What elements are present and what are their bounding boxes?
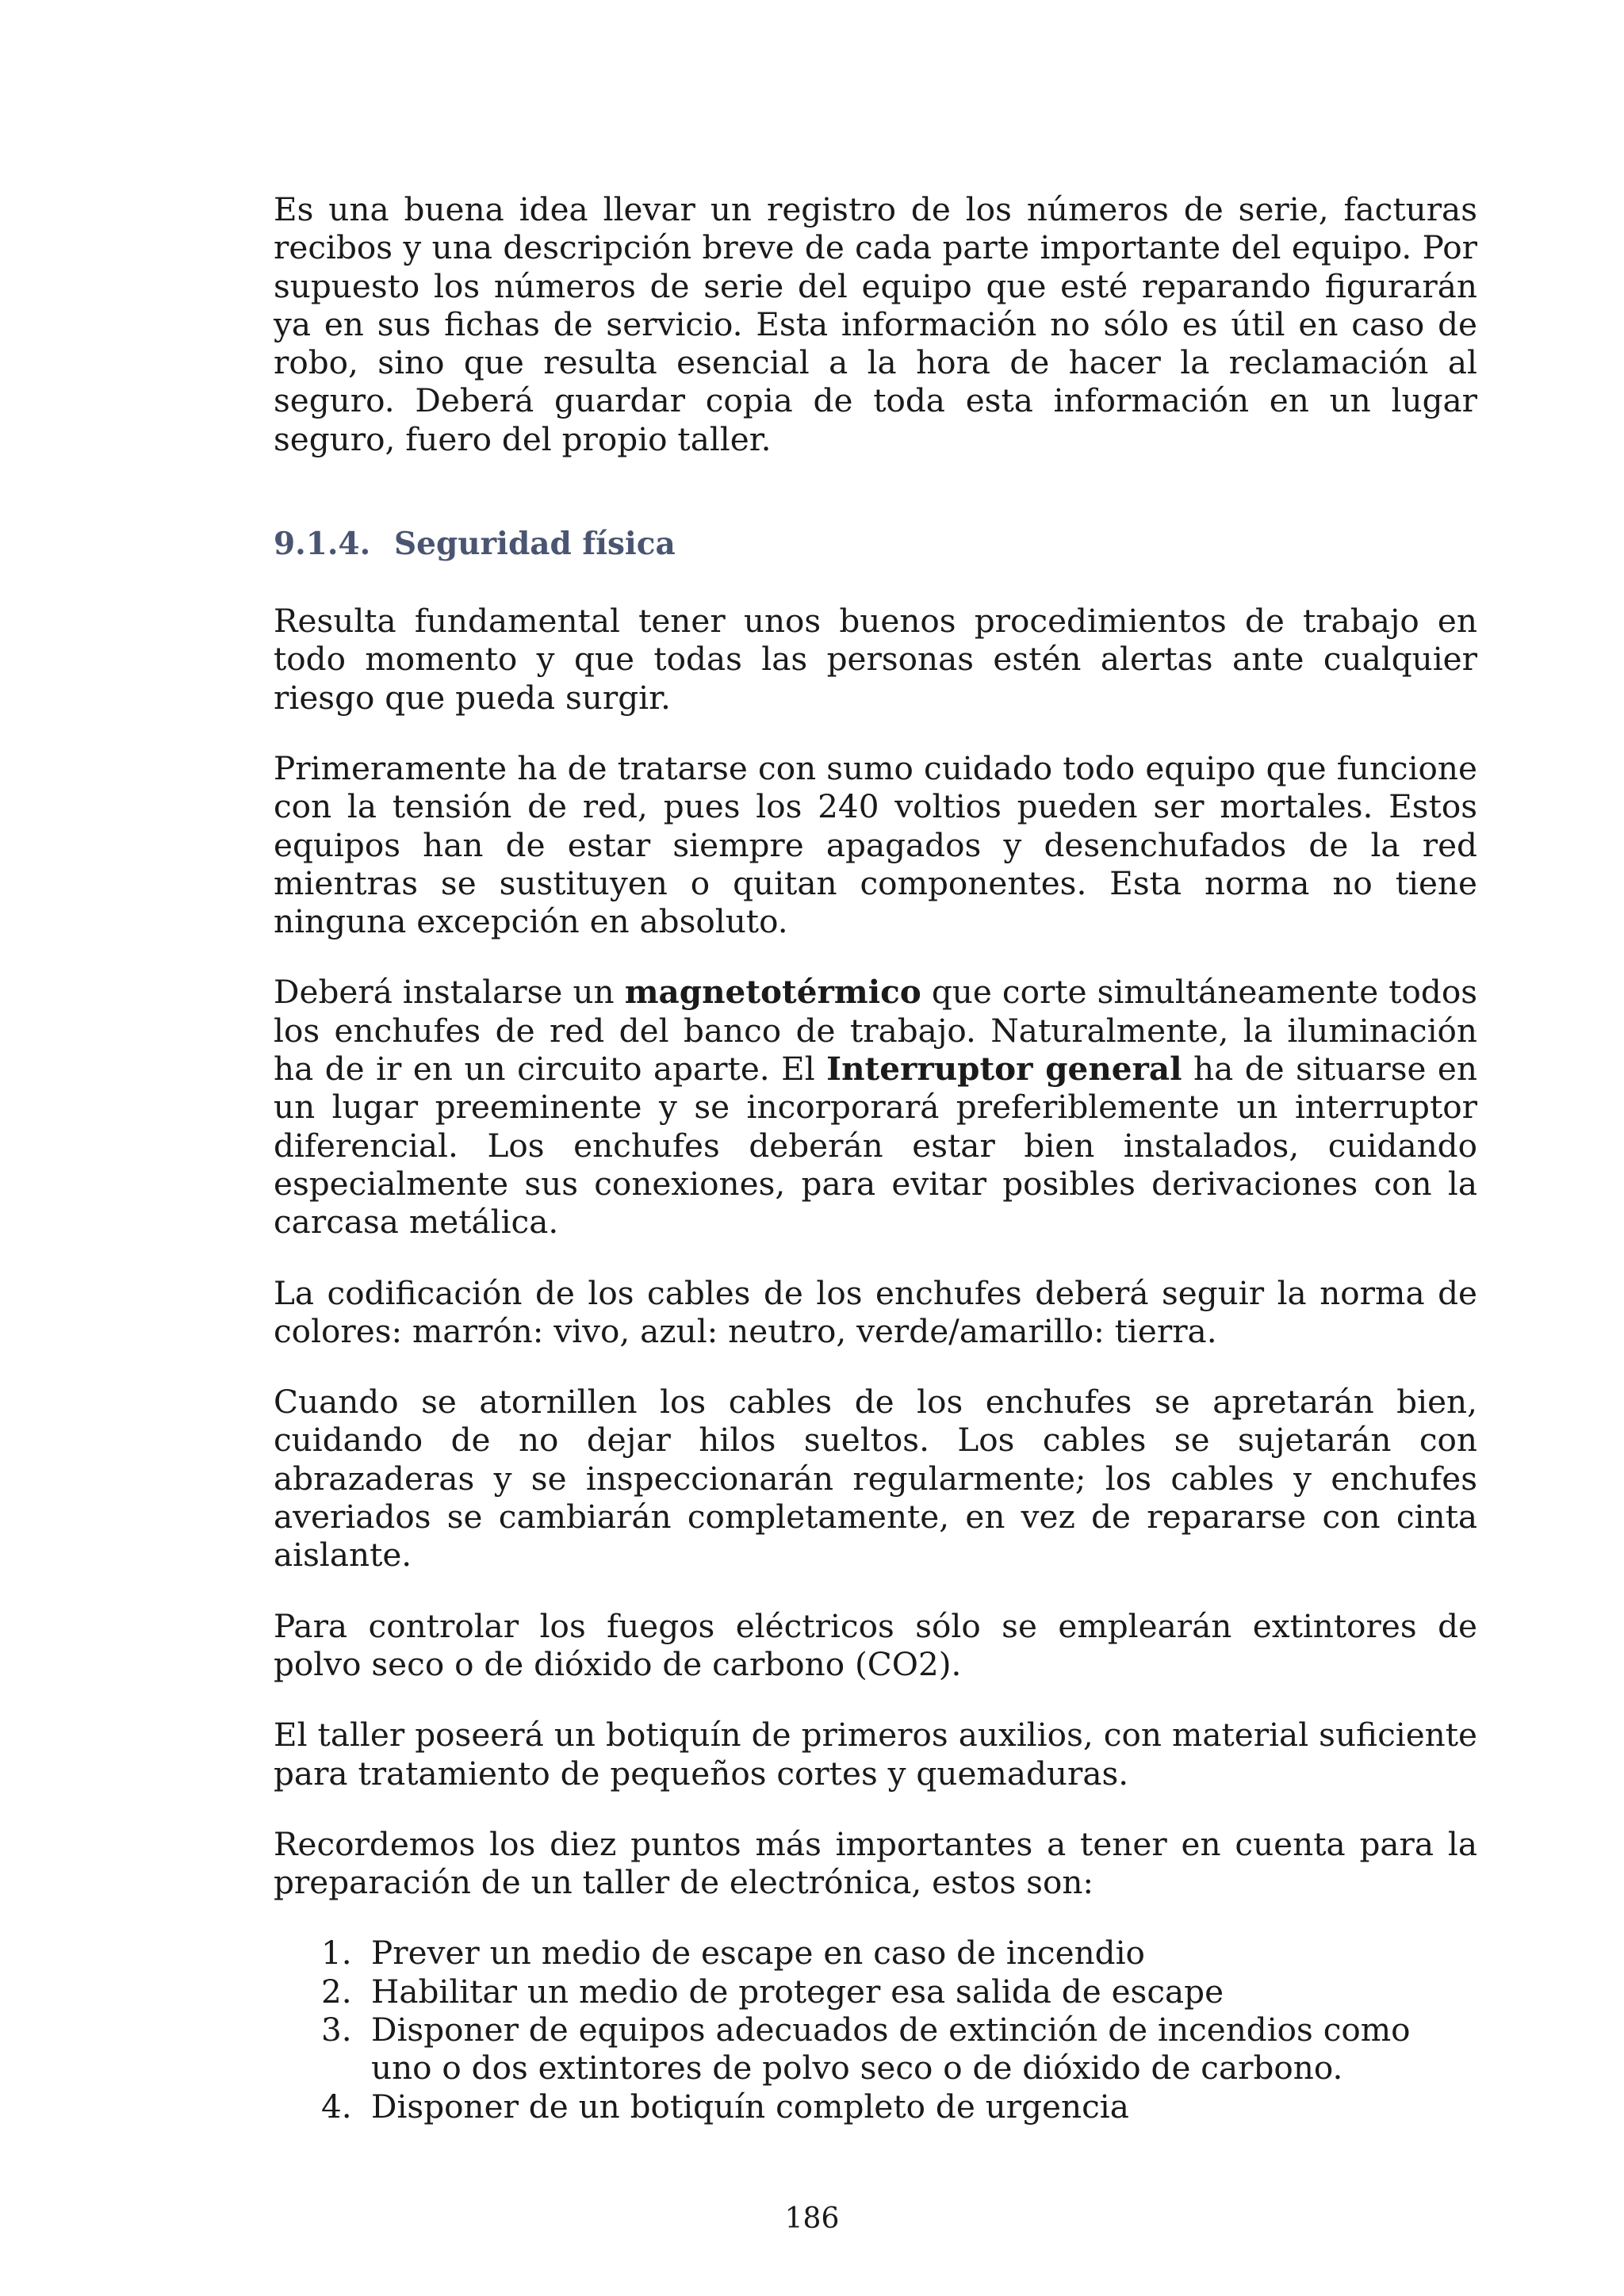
list-text: Prever un medio de escape en caso de incendio [371, 1934, 1145, 1973]
paragraph-procedimientos: Resulta fundamental tener unos buenos procedimientos de trabajo en todo momento y que todas las personas estén alertas ante cualquier riesgo que pueda surgir. [274, 602, 1477, 717]
paragraph-atornillar: Cuando se atornillen los cables de los enchufes se apretarán bien, cuidando de no dejar hilos sueltos. Los cables se sujetarán con abrazaderas y se inspeccionarán regularmente; los cables y enchufes averiados se cambiarán completamente, en vez de repararse con cinta aislante. [274, 1383, 1477, 1575]
list-item [274, 2087, 1477, 2126]
list-number: 3. [321, 2010, 352, 2049]
bold-term-magnetotermico: magnetotérmico [624, 973, 921, 1012]
numbered-list [274, 1934, 1477, 2125]
list-item [274, 1973, 1477, 2011]
page-body [274, 190, 1477, 2126]
paragraph-registro: Es una buena idea llevar un registro de los números de serie, facturas recibos y una descripción breve de cada parte importante del equipo. Por supuesto los números de serie del equipo que esté reparando figurarán ya en sus fichas de servicio. Esta información no sólo es útil en caso de robo, sino que resulta esencial a la hora de hacer la reclamación al seguro. Deberá guardar copia de toda esta información en un lugar seguro, fuero del propio taller. [274, 190, 1477, 458]
paragraph-diez-puntos: Recordemos los diez puntos más importantes a tener en cuenta para la preparación de un taller de electrónica, estos son: [274, 1824, 1477, 1902]
paragraph-codificacion: La codificación de los cables de los enchufes deberá seguir la norma de colores: marrón: vivo, azul: neutro, verde/amarillo: tierra. [274, 1273, 1477, 1350]
paragraph-magnetotermico [274, 973, 1477, 1241]
list-item [274, 2011, 1477, 2087]
list-number: 2. [321, 1972, 352, 2011]
paragraph-botiquin: El taller poseerá un botiquín de primeros auxilios, con material suficiente para tratamiento de pequeños cortes y quemaduras. [274, 1716, 1477, 1793]
paragraph-tension-red: Primeramente ha de tratarse con sumo cuidado todo equipo que funcione con la tensión de red, pues los 240 voltios pueden ser mortales. Estos equipos han de estar siempre apagados y desenchufados de la red mientras se sustituyen o quitan componentes. Esta norma no tiene ninguna excepción en absoluto. [274, 748, 1477, 941]
list-number: 1. [321, 1934, 352, 1973]
bold-term-interruptor-general: Interruptor general [826, 1050, 1182, 1089]
page-number: 186 [784, 2202, 840, 2235]
list-text: Disponer de equipos adecuados de extinción de incendios como uno o dos extintores de polvo seco o de dióxido de carbono. [371, 2010, 1411, 2087]
paragraph-extintores: Para controlar los fuegos eléctricos sólo se emplearán extintores de polvo seco o de dióxido de carbono (CO2). [274, 1606, 1477, 1683]
section-number: 9.1.4. [274, 526, 371, 563]
list-text: Disponer de un botiquín completo de urgencia [371, 2087, 1129, 2126]
section-title: Seguridad física [394, 526, 676, 563]
list-item [274, 1934, 1477, 1972]
list-text: Habilitar un medio de proteger esa salida de escape [371, 1972, 1224, 2011]
section-heading [274, 525, 1477, 563]
list-number: 4. [321, 2087, 352, 2126]
text-segment: ha de situarse en un lugar preeminente y se incorporará preferiblemente un interruptor diferencial. Los enchufes deberán estar bien instalados, cuidando especialmente sus conexiones, para evitar posibles derivaciones con la carcasa metálica. [274, 1050, 1477, 1242]
text-segment: que corte simultáneamente todos los enchufes de red del banco de trabajo. Naturalmente, la iluminación ha de ir en un circuito aparte. El [274, 973, 1477, 1089]
text-segment: Deberá instalarse un [274, 973, 625, 1012]
